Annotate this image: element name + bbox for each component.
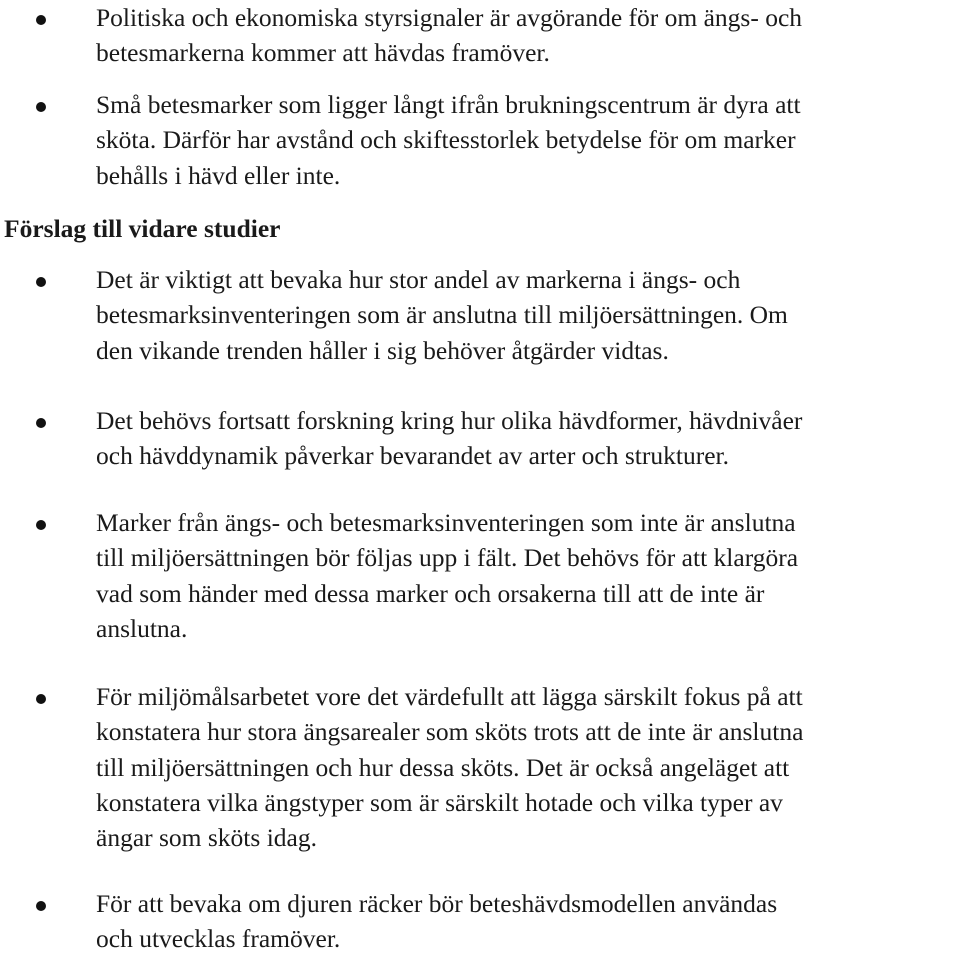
bullet-icon — [36, 694, 46, 704]
text-line: ängar som sköts idag. — [96, 823, 317, 853]
text-line: vad som händer med dessa marker och orsakerna till att de inte är — [96, 578, 765, 608]
text-line: behålls i hävd eller inte. — [96, 160, 341, 190]
text-line: För miljömålsarbetet vore det värdefullt att lägga särskilt fokus på att — [96, 682, 803, 711]
bullet-icon — [36, 520, 46, 530]
text-line: sköta. Därför har avstånd och skiftesstorlek betydelse för om marker — [96, 125, 796, 155]
list-item-text — [96, 679, 956, 855]
text-line: den vikande trenden håller i sig behöver åtgärder vidtas. — [96, 335, 669, 365]
list-item-text — [96, 262, 956, 368]
text-line: konstatera hur stora ängsarealer som sköts trots att de inte är anslutna — [96, 717, 804, 747]
text-line: till miljöersättningen bör följas upp i fält. Det behövs för att klargöra — [96, 543, 799, 573]
bullet-icon — [36, 901, 46, 911]
text-line: betesmarkerna kommer att hävdas framöver. — [96, 38, 550, 68]
list-item-text — [96, 403, 956, 474]
list-item-text — [96, 0, 956, 71]
list-item-text — [96, 505, 956, 646]
text-line: konstatera vilka ängstyper som är särskilt hotade och vilka typer av — [96, 787, 783, 817]
list-item-text — [96, 87, 956, 193]
section-heading: Förslag till vidare studier — [4, 214, 281, 243]
text-line: anslutna. — [96, 613, 188, 643]
bullet-icon — [36, 15, 46, 25]
text-line: och utvecklas framöver. — [96, 924, 341, 954]
text-line: För att bevaka om djuren räcker bör beteshävdsmodellen användas — [96, 889, 778, 918]
text-line: Små betesmarker som ligger långt ifrån brukningscentrum är dyra att — [96, 90, 801, 119]
text-line: Politiska och ekonomiska styrsignaler är avgörande för om ängs- och — [96, 3, 803, 32]
text-line: Det är viktigt att bevaka hur stor andel av markerna i ängs- och — [96, 265, 741, 294]
text-line: Det behövs fortsatt forskning kring hur olika hävdformer, hävdnivåer — [96, 406, 803, 435]
text-line: Marker från ängs- och betesmarksinventeringen som inte är anslutna — [96, 508, 796, 537]
text-line: och hävddynamik påverkar bevarandet av arter och strukturer. — [96, 441, 729, 471]
text-line: betesmarksinventeringen som är anslutna till miljöersättningen. Om — [96, 300, 788, 330]
bullet-icon — [36, 418, 46, 428]
text-line: till miljöersättningen och hur dessa sköts. Det är också angeläget att — [96, 752, 790, 782]
bullet-icon — [36, 102, 46, 112]
bullet-icon — [36, 277, 46, 287]
list-item-text — [96, 886, 956, 957]
